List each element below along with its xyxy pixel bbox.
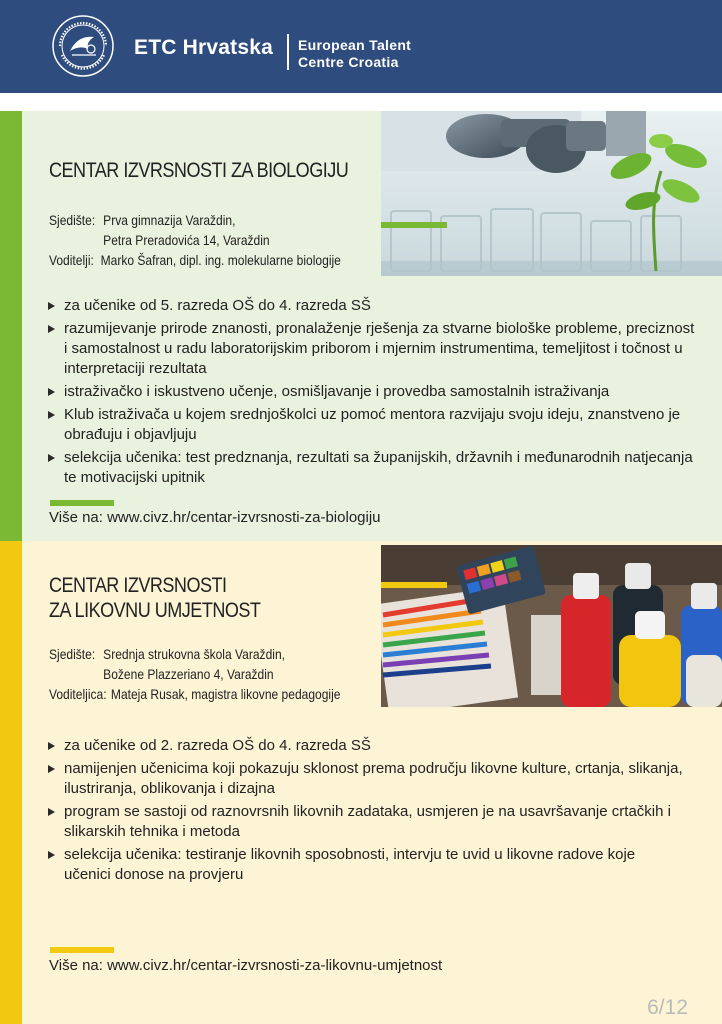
biology-info bbox=[49, 210, 341, 270]
biology-lead-value: Marko Šafran, dipl. ing. molekularne biologije bbox=[100, 252, 341, 268]
art-lead-value: Mateja Rusak, magistra likovne pedagogije bbox=[110, 686, 341, 702]
biology-section bbox=[0, 111, 722, 541]
list-item: Klub istraživača u kojem srednjoškolci uz pomoć mentora razvijaju svoju ideju, znanstveno je obrađuju i objavljuju bbox=[45, 405, 695, 445]
art-side-stripe bbox=[0, 541, 22, 1024]
biology-seat-row bbox=[49, 210, 341, 230]
biology-lead-label: Voditelji: bbox=[49, 252, 94, 268]
art-link-accent bbox=[50, 947, 114, 953]
list-item: za učenike od 5. razreda OŠ do 4. razreda SŠ bbox=[45, 296, 695, 316]
art-lead-label: Voditeljica: bbox=[49, 686, 107, 702]
art-more-link[interactable]: Više na: www.civz.hr/centar-izvrsnosti-za-likovnu-umjetnost bbox=[49, 957, 443, 974]
biology-bullet-list bbox=[45, 296, 695, 491]
brand-subtitle bbox=[298, 37, 411, 71]
biology-seat-label: Sjedište: bbox=[49, 212, 96, 228]
art-seat-line-1: Srednja strukovna škola Varaždin, bbox=[103, 646, 286, 662]
list-item: namijenjen učenicima koji pokazuju sklonost prema području likovne kulture, crtanja, slikanja, ilustriranja, oblikovanja i dizajna bbox=[45, 759, 685, 799]
biology-seat-line-2: Petra Preradovića 14, Varaždin bbox=[103, 232, 270, 248]
brand-name: ETC Hrvatska bbox=[134, 36, 273, 59]
art-section bbox=[0, 541, 722, 1024]
biology-lead-row bbox=[49, 250, 341, 270]
art-photo-accent bbox=[381, 582, 447, 588]
art-title bbox=[49, 573, 260, 623]
art-title-line-1: CENTAR IZVRSNOSTI bbox=[49, 574, 227, 597]
list-item: istraživačko i iskustveno učenje, osmišljavanje i provedba samostalnih istraživanja bbox=[45, 382, 695, 402]
brand-subtitle-line-1: European Talent bbox=[298, 37, 412, 53]
art-title-line-2: ZA LIKOVNU UMJETNOST bbox=[49, 599, 261, 622]
biology-lab-photo bbox=[381, 111, 722, 276]
brand-divider bbox=[287, 34, 289, 70]
list-item: razumijevanje prirode znanosti, pronalaženje rješenja za stvarne biološke probleme, preciznost i samostalnost u radu laboratorijskim priborom i mjernim instrumentima, temeljitost i točnost u interpretaciji rezultata bbox=[45, 319, 695, 379]
list-item: selekcija učenika: test predznanja, rezultati sa županijskih, državnih i međunarodnih natjecanja te motivacijski upitnik bbox=[45, 448, 695, 488]
art-seat-row bbox=[49, 644, 340, 664]
art-lead-row bbox=[49, 684, 340, 704]
art-info bbox=[49, 644, 340, 704]
list-item: za učenike od 2. razreda OŠ do 4. razreda SŠ bbox=[45, 736, 685, 756]
biology-address-row bbox=[49, 230, 341, 250]
art-bullet-list bbox=[45, 736, 685, 888]
biology-seat-line-1: Prva gimnazija Varaždin, bbox=[103, 212, 236, 228]
list-item: selekcija učenika: testiranje likovnih sposobnosti, intervju te uvid u likovne radove koje učenici donose na provjeru bbox=[45, 845, 685, 885]
brand-subtitle-line-2: Centre Croatia bbox=[298, 54, 399, 70]
etc-seal-logo bbox=[52, 15, 114, 77]
header-spacer bbox=[0, 93, 722, 111]
biology-more-link[interactable]: Više na: www.civz.hr/centar-izvrsnosti-za-biologiju bbox=[49, 509, 381, 526]
art-supplies-photo bbox=[381, 545, 722, 707]
art-address-row bbox=[49, 664, 340, 684]
art-seat-label: Sjedište: bbox=[49, 646, 96, 662]
biology-link-accent bbox=[50, 500, 114, 506]
list-item: program se sastoji od raznovrsnih likovnih zadataka, usmjeren je na usavršavanje crtačkih i slikarskih tehnika i metoda bbox=[45, 802, 685, 842]
biology-title: CENTAR IZVRSNOSTI ZA BIOLOGIJU bbox=[49, 159, 349, 182]
page-number: 6/12 bbox=[647, 996, 688, 1019]
header-bar bbox=[0, 0, 722, 93]
biology-side-stripe bbox=[0, 111, 22, 541]
art-seat-line-2: Božene Plazzeriano 4, Varaždin bbox=[103, 666, 274, 682]
biology-photo-accent bbox=[381, 222, 447, 228]
